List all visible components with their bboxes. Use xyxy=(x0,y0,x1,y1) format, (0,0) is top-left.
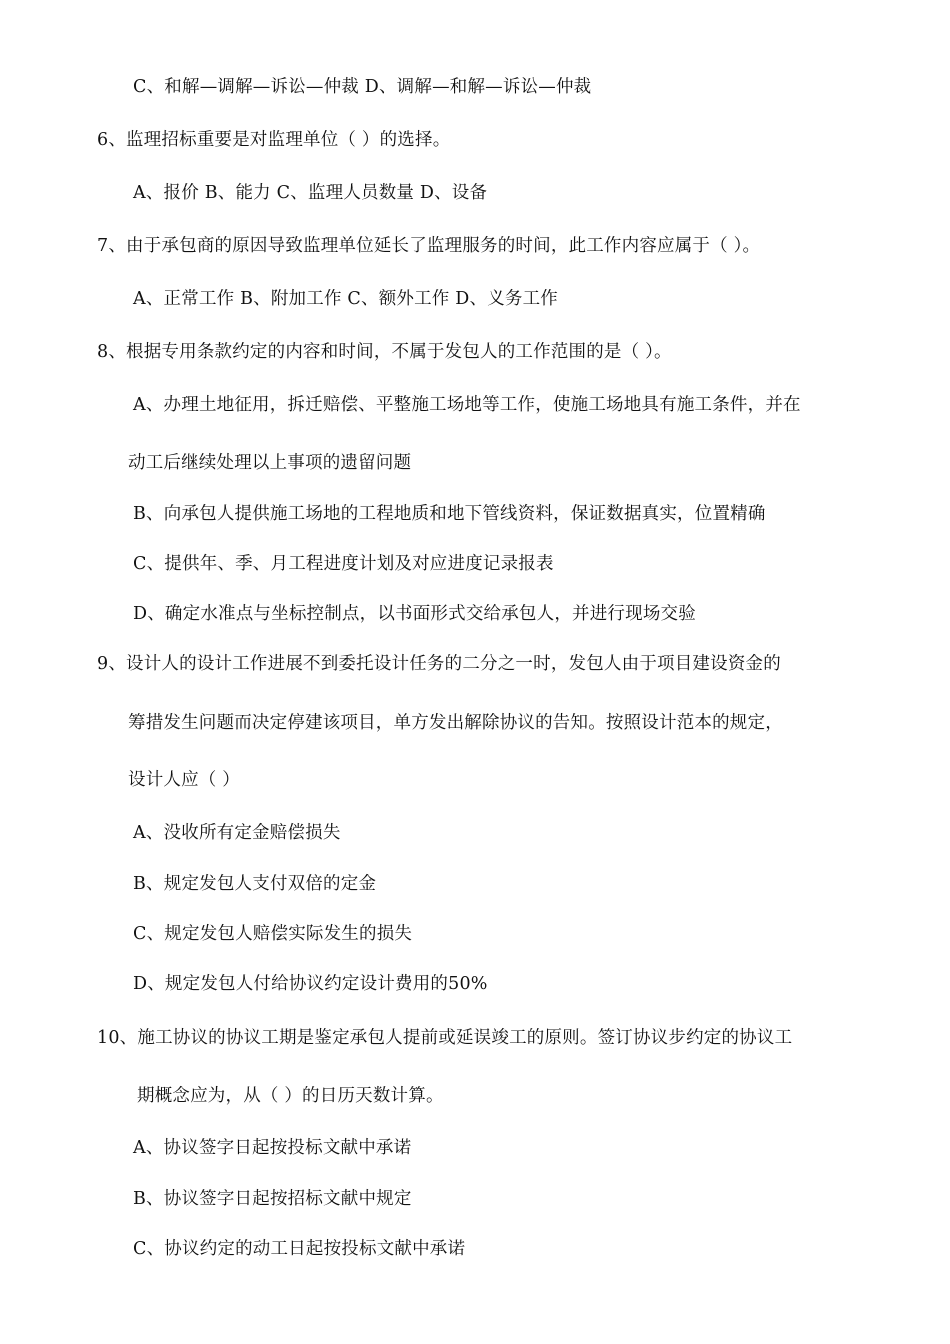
q8-option-b: B、向承包人提供施工场地的工程地质和地下管线资料，保证数据真实，位置精确 xyxy=(133,504,766,524)
q8-option-a: A、办理土地征用，拆迁赔偿、平整施工场地等工作，使施工场地具有施工条件，并在 xyxy=(133,395,801,415)
question-9-continued-2: 设计人应（ ） xyxy=(128,770,240,790)
q9-option-c: C、规定发包人赔偿实际发生的损失 xyxy=(133,924,413,944)
q8-option-a-continued: 动工后继续处理以上事项的遗留问题 xyxy=(128,453,412,473)
q8-option-c: C、提供年、季、月工程进度计划及对应进度记录报表 xyxy=(133,554,554,574)
q9-option-b: B、规定发包人支付双倍的定金 xyxy=(133,874,377,894)
question-10: 10、施工协议的协议工期是鉴定承包人提前或延误竣工的原则。签订协议步约定的协议工 xyxy=(97,1028,793,1048)
q7-options: A、正常工作 B、附加工作 C、额外工作 D、义务工作 xyxy=(133,289,559,309)
q8-option-d: D、确定水准点与坐标控制点，以书面形式交给承包人，并进行现场交验 xyxy=(133,604,696,624)
question-6: 6、监理招标重要是对监理单位（ ）的选择。 xyxy=(97,130,451,150)
question-7: 7、由于承包商的原因导致监理单位延长了监理服务的时间，此工作内容应属于（ ）。 xyxy=(97,236,761,256)
q10-option-b: B、协议签字日起按招标文献中规定 xyxy=(133,1189,412,1209)
q10-option-c: C、协议约定的动工日起按投标文献中承诺 xyxy=(133,1239,466,1259)
question-10-continued: 期概念应为，从（ ）的日历天数计算。 xyxy=(137,1086,444,1106)
question-9: 9、设计人的设计工作进展不到委托设计任务的二分之一时，发包人由于项目建设资金的 xyxy=(97,654,781,674)
q5-options-cd: C、和解—调解—诉讼—仲裁 D、调解—和解—诉讼—仲裁 xyxy=(133,77,592,97)
q6-options: A、报价 B、能力 C、监理人员数量 D、设备 xyxy=(133,183,488,203)
question-9-continued-1: 筹措发生问题而决定停建该项目，单方发出解除协议的告知。按照设计范本的规定， xyxy=(128,713,783,733)
q9-option-d: D、规定发包人付给协议约定设计费用的50% xyxy=(133,974,488,994)
q10-option-a: A、协议签字日起按投标文献中承诺 xyxy=(133,1138,412,1158)
q9-option-a: A、没收所有定金赔偿损失 xyxy=(133,823,341,843)
question-8: 8、根据专用条款约定的内容和时间，不属于发包人的工作范围的是（ ）。 xyxy=(97,342,672,362)
